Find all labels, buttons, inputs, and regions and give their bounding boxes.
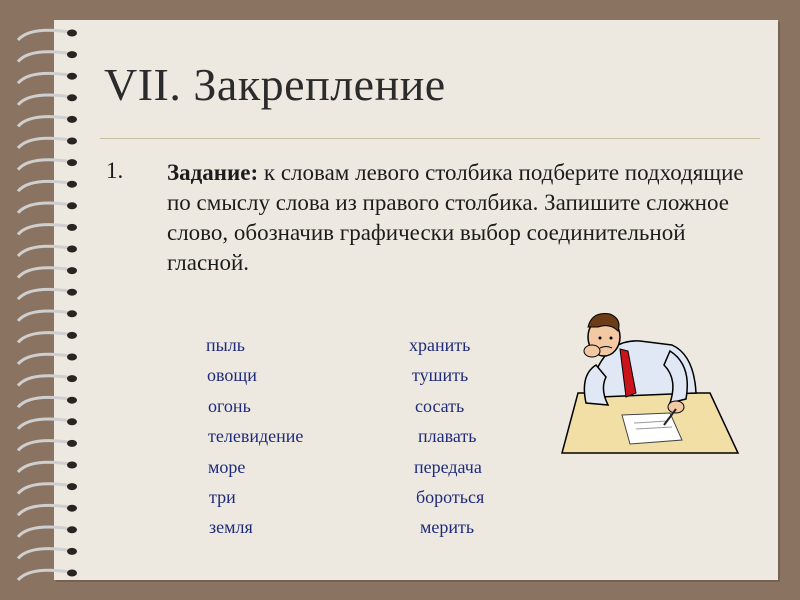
binding-hole (67, 224, 77, 231)
binding-hole (67, 462, 77, 469)
spiral-ring (18, 354, 70, 364)
spiral-ring (18, 268, 70, 278)
binding-hole (67, 94, 77, 101)
binding-hole (67, 202, 77, 209)
spiral-ring (18, 225, 70, 235)
left-word: овощи (207, 365, 257, 386)
binding-hole (67, 375, 77, 382)
spiral-ring (18, 30, 70, 40)
spiral-binding-icon (0, 0, 80, 600)
binding-hole (67, 505, 77, 512)
binding-hole (67, 418, 77, 425)
task-text (167, 158, 767, 278)
task-number: 1. (106, 158, 124, 183)
spiral-ring (18, 181, 70, 191)
spiral-ring (18, 52, 70, 62)
right-word: мерить (420, 517, 475, 538)
spiral-ring (18, 95, 70, 105)
binding-hole (67, 159, 77, 166)
title-divider (100, 138, 760, 139)
binding-hole (67, 332, 77, 339)
binding-hole (67, 73, 77, 80)
binding-hole (67, 570, 77, 577)
right-word: сосать (415, 395, 465, 416)
spiral-ring (18, 527, 70, 537)
spiral-ring (18, 289, 70, 299)
left-word: пыль (206, 335, 245, 355)
spiral-ring (18, 160, 70, 170)
spiral-ring (18, 203, 70, 213)
spiral-ring (18, 419, 70, 429)
task-label: Задание: (167, 160, 259, 185)
spiral-ring (18, 570, 70, 580)
spiral-ring (18, 73, 70, 83)
binding-hole (67, 246, 77, 253)
right-word-column (392, 330, 484, 543)
spiral-ring (18, 246, 70, 256)
spiral-ring (18, 333, 70, 343)
right-word: передача (414, 456, 482, 477)
left-word: три (209, 486, 236, 507)
binding-hole (67, 181, 77, 188)
spiral-ring (18, 311, 70, 321)
right-word: хранить (409, 335, 471, 355)
task-body: к словам левого столбика подберите подходящие по смыслу слова из правого столбика. Запишите сложное слово, обозначив графически выбор соединительной гласной. (167, 160, 744, 275)
spiral-ring (18, 138, 70, 148)
binding-hole (67, 397, 77, 404)
left-word: огонь (208, 395, 251, 416)
binding-hole (67, 138, 77, 145)
binding-hole (67, 116, 77, 123)
spiral-ring (18, 484, 70, 494)
binding-hole (67, 440, 77, 447)
left-word: телевидение (208, 426, 304, 447)
spiral-ring (18, 441, 70, 451)
binding-hole (67, 483, 77, 490)
spiral-ring (18, 397, 70, 407)
right-word: плавать (418, 426, 477, 447)
left-word: море (208, 456, 246, 477)
page-title: VII. Закрепление (104, 59, 446, 110)
left-word: земля (209, 517, 253, 538)
thinking-man-icon (560, 305, 740, 455)
binding-hole (67, 548, 77, 555)
spiral-ring (18, 549, 70, 559)
left-word-column (206, 330, 303, 543)
right-word: бороться (416, 486, 485, 507)
binding-hole (67, 354, 77, 361)
binding-hole (67, 310, 77, 317)
binding-hole (67, 526, 77, 533)
right-word: тушить (412, 365, 469, 386)
spiral-ring (18, 505, 70, 515)
spiral-ring (18, 462, 70, 472)
binding-hole (67, 30, 77, 37)
spiral-ring (18, 376, 70, 386)
binding-hole (67, 267, 77, 274)
binding-hole (67, 51, 77, 58)
binding-hole (67, 289, 77, 296)
spiral-ring (18, 117, 70, 127)
